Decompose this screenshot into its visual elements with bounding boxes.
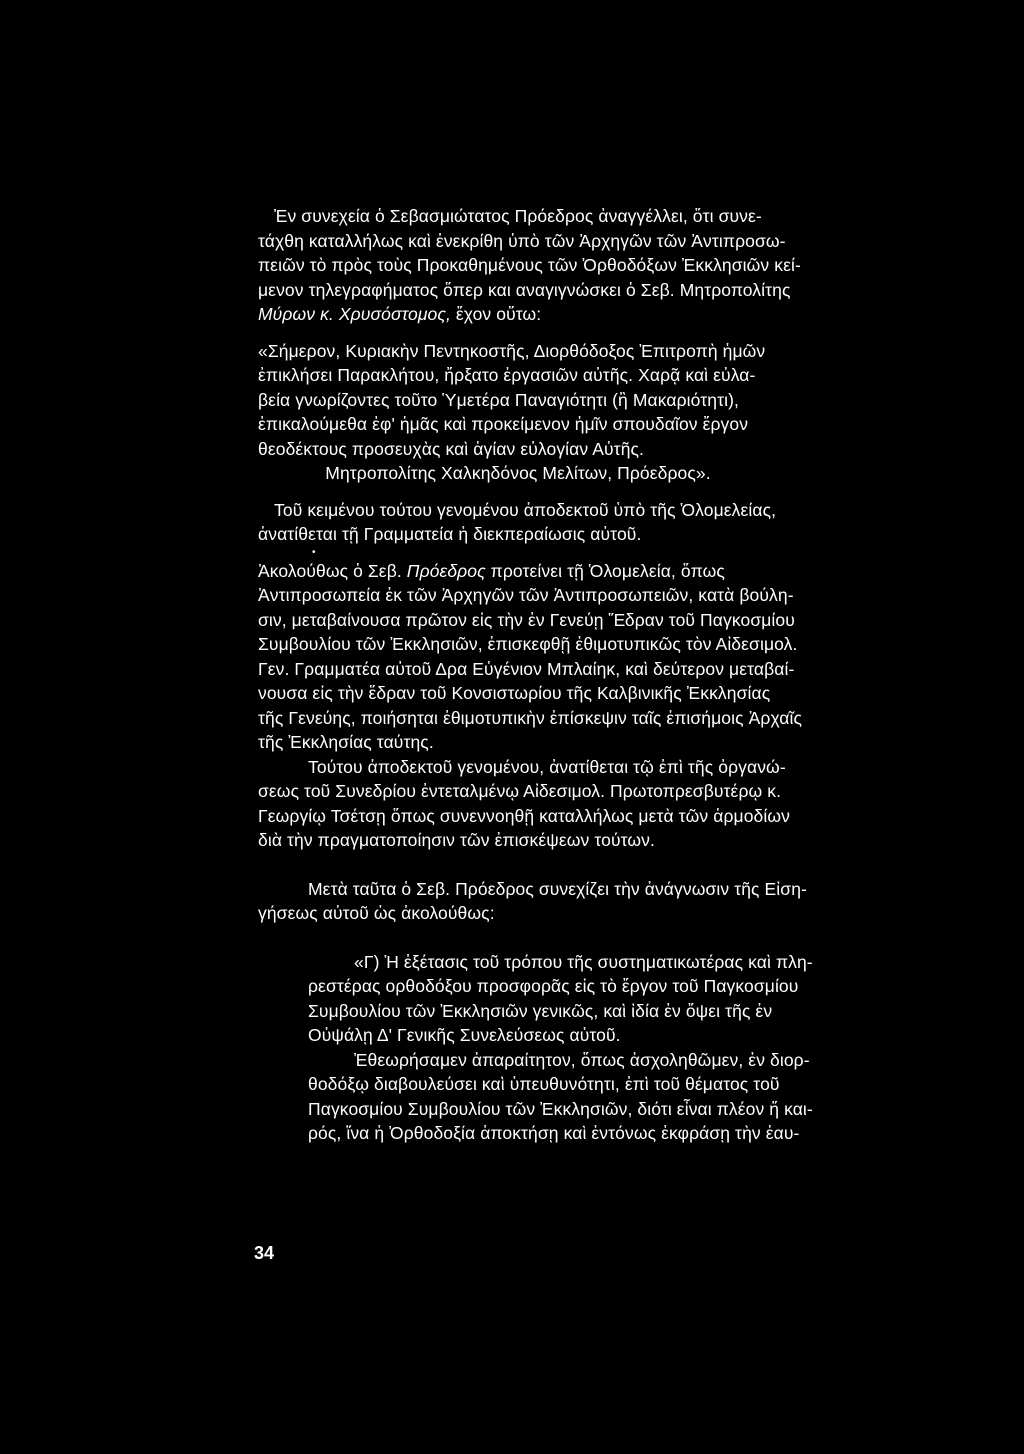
text-line: ρεστέρας ορθοδόξου προσφορᾶς εἰς τὸ ἔργον τοῦ Παγκοσμίου	[308, 976, 799, 996]
text-line: «Σήμερον, Κυριακὴν Πεντηκοστῆς, Διορθόδοξος Ἐπιτροπὴ ἡμῶν	[258, 340, 766, 361]
text-line: σεως τοῦ Συνεδρίου ἐντεταλμένῳ Αἰδεσιμολ. Πρωτοπρεσβυτέρῳ κ.	[258, 781, 782, 801]
text-line: Γεν. Γραμματέα αὐτοῦ Δρα Εὐγένιον Μπλαίηκ, καὶ δεύτερον μεταβαί-	[258, 658, 795, 679]
text-line: μενον τηλεγραφήματος ὅπερ και αναγιγνώσκει ὁ Σεβ. Μητροπολίτης	[258, 279, 791, 300]
text-line: Τοῦ κειμένου τούτου γενομένου ἀποδεκτοῦ ὑπὸ τῆς Ὁλομελείας,	[274, 499, 777, 520]
text-span: ἔχον οὕτω:	[450, 304, 542, 324]
text-line: ἐπικλήσει Παρακλήτου, ἤρξατο ἐργασιῶν αὐτῆς. Χαρᾷ καὶ εὐλα-	[258, 365, 756, 385]
text-line: νουσα εἰς τὴν ἕδραν τοῦ Κονσιστωρίου τῆς Καλβινικῆς Ἐκκλησίας	[258, 683, 771, 703]
text-line: Ἀντιπροσωπεία ἐκ τῶν Ἀρχηγῶν τῶν Ἀντιπροσωπειῶν, κατὰ βούλη-	[258, 585, 794, 605]
paragraph-4	[258, 755, 790, 853]
text-line	[258, 302, 738, 327]
text-line: θοδόξῳ διαβουλεύσει καὶ ὑπευθυνότητι, ἐπὶ τοῦ θέματος τοῦ	[308, 1074, 780, 1094]
text-line: «Γ) Ἡ ἐξέτασις τοῦ τρόπου τῆς συστηματικωτέρας καὶ πλη-	[354, 951, 813, 972]
quote-2	[258, 950, 813, 1146]
paragraph-3	[258, 559, 803, 755]
text-line: Γεωργίῳ Τσέτσῃ ὅπως συνεννοηθῇ καταλλήλως μετὰ τῶν ἁρμοδίων	[258, 805, 790, 826]
paragraph-1	[258, 204, 801, 327]
text-span: προτείνει τῇ Ὁλομελεία, ὅπως	[485, 560, 725, 581]
text-line: διὰ τὴν πραγματοποίησιν τῶν ἐπισκέψεων τούτων.	[258, 830, 655, 850]
text-line: ἀνατίθεται τῇ Γραμματεία ἡ διεκπεραίωσις αὐτοῦ.	[258, 524, 642, 544]
paragraph-5	[258, 877, 807, 926]
text-line: τῆς Ἐκκλησίας ταύτης.	[258, 732, 434, 752]
text-line: σιν, μεταβαίνουσα πρῶτον εἰς τὴν ἐν Γενεύῃ Ἕδραν τοῦ Παγκοσμίου	[258, 609, 795, 630]
text-line: Συμβουλίου τῶν Ἐκκλησιῶν, ἐπισκεφθῇ ἐθιμοτυπικῶς τὸν Αἰδεσιμολ.	[258, 634, 798, 654]
text-line: Μετὰ ταῦτα ὁ Σεβ. Πρόεδρος συνεχίζει τὴν ἀνάγνωσιν τῆς Εἰση-	[308, 878, 807, 899]
paragraph-2	[258, 498, 777, 547]
text-line: τάχθη καταλλήλως καὶ ἐνεκρίθη ὑπὸ τῶν Ἀρχηγῶν τῶν Ἀντιπροσω-	[258, 230, 786, 251]
italic-text: Πρόεδρος	[406, 560, 486, 581]
bullet-mark: •	[312, 546, 316, 558]
text-line: Παγκοσμίου Συμβουλίου τῶν Ἐκκλησιῶν, διότι εἶναι πλέον ἤ και-	[308, 1098, 813, 1119]
text-line: Οὐψάλῃ Δ' Γενικῆς Συνελεύσεως αὐτοῦ.	[308, 1025, 621, 1045]
text-line	[258, 559, 738, 584]
text-line: βεία γνωρίζοντες τοῦτο Ὑμετέρα Παναγιότητι (ἢ Μακαριότητι),	[258, 389, 739, 410]
italic-text: Μύρων κ. Χρυσόστομος,	[258, 304, 451, 324]
quote-1	[258, 339, 766, 486]
text-line: θεοδέκτους προσευχὰς καὶ ἁγίαν εὐλογίαν Αὐτῆς.	[258, 438, 645, 459]
text-line: ἐπικαλούμεθα ἐφ' ἡμᾶς καὶ προκείμενον ἡμῖν σπουδαῖον ἔργον	[258, 414, 749, 434]
text-line: Ἐθεωρήσαμεν ἀπαραίτητον, ὅπως ἀσχοληθῶμεν, ἐν διορ-	[354, 1049, 810, 1070]
page-number: 34	[254, 1243, 275, 1263]
signature-line: Μητροπολίτης Χαλκηδόνος Μελίτων, Πρόεδρος».	[325, 463, 711, 483]
text-line: Ἐν συνεχεία ὁ Σεβασμιώτατος Πρόεδρος ἀναγγέλλει, ὅτι συνε-	[274, 206, 762, 226]
text-line: Συμβουλίου τῶν Ἐκκλησιῶν γενικῶς, καὶ ἰδία ἐν ὄψει τῆς ἐν	[308, 1000, 773, 1021]
text-line: τῆς Γενεύης, ποιήσηται ἐθιμοτυπικὴν ἐπίσκεψιν ταῖς ἐπισήμοις Ἀρχαῖς	[258, 707, 803, 728]
text-line: Τούτου ἀποδεκτοῦ γενομένου, ἀνατίθεται τῷ ἐπὶ τῆς ὀργανώ-	[308, 756, 786, 777]
text-line: πειῶν τὸ πρὸς τοὺς Προκαθημένους τῶν Ὀρθοδόξων Ἐκκλησιῶν κεί-	[258, 255, 801, 275]
text-line: γήσεως αὐτοῦ ὡς ἀκολούθως:	[258, 903, 495, 923]
document-body	[258, 204, 813, 1146]
text-line: ρός, ἵνα ἡ Ὀρθοδοξία ἀποκτήσῃ καὶ ἐντόνως ἐκφράσῃ τὴν ἑαυ-	[308, 1123, 800, 1143]
text-span: Ἀκολούθως ὁ Σεβ.	[258, 560, 407, 581]
